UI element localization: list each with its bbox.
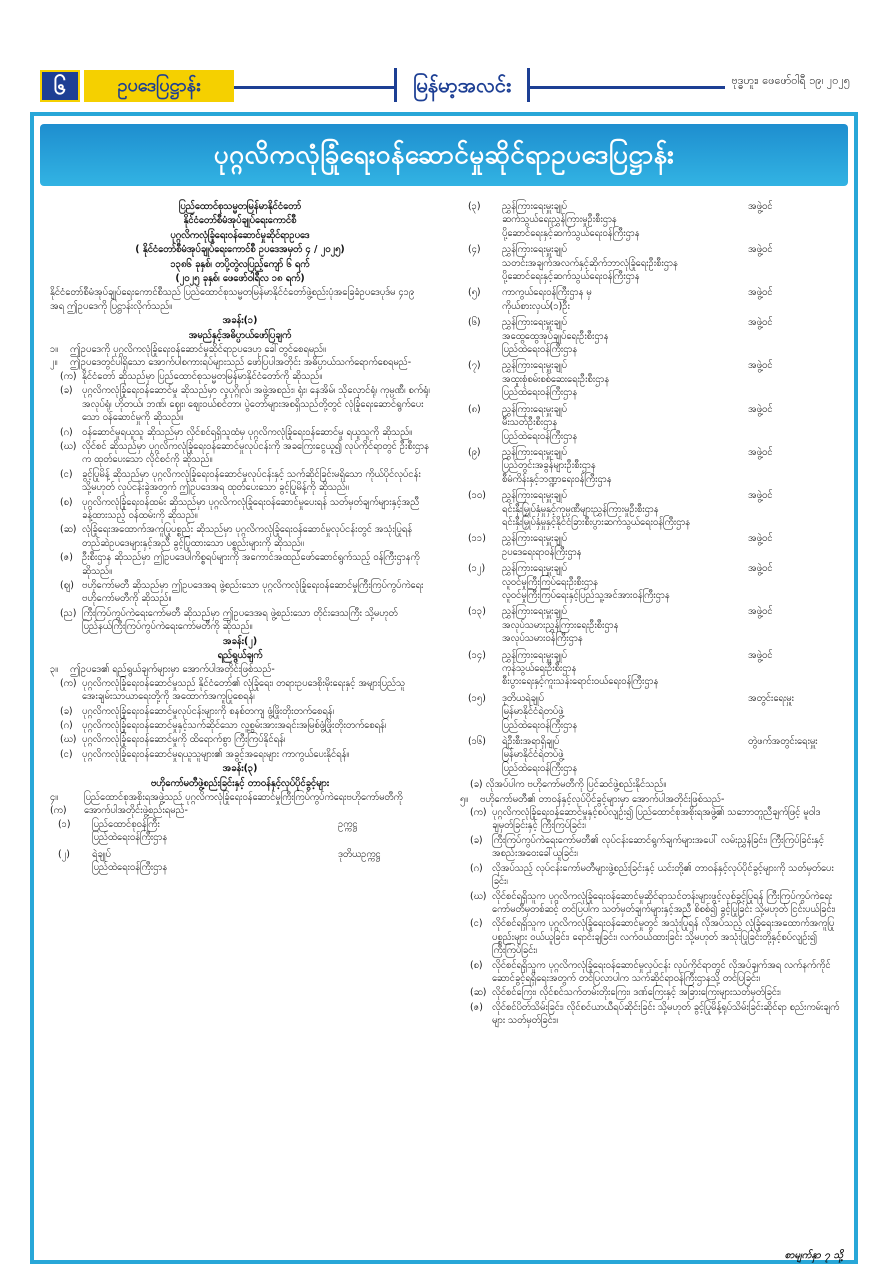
list-item: (ဃ) ပုဂ္ဂလိကလုံခြုံရေးဝန်ဆောင်မှုကို ထိရောက်စွာ ကြီးကြပ်နိုင်ရန်၊ [60,734,286,746]
continued-note: စာမျက်နှာ ၇ သို့ [784,1250,843,1261]
article-title: ပုဂ္ဂလိကလုံခြုံရေးဝန်ဆောင်မှုဆိုင်ရာဥပဒေပြဋ္ဌာန်း [213,140,675,170]
list-item: (ဆ) လုံခြုံရေးအထောက်အကူပြုပစ္စည်း ဆိုသည်မှာ ပုဂ္ဂလိကလုံခြုံရေးဝန်ဆောင်မှုလုပ်ငန်းတွင် အသုံးပြုရန် တည်ဆဲဥပဒေများနှင့်အညီ ခွင့်ပြုထားသော ပစ္စည်းများကို ဆိုသည်။ [60,524,412,549]
list-item: (ဃ) လိုင်စင် ဆိုသည်မှာ ပုဂ္ဂလိကလုံခြုံရေးဝန်ဆောင်မှုလုပ်ငန်းကို အခကြေးငွေယူ၍ လုပ်ကိုင်ရာတွင် ဦးစီးဌာနက ထုတ်ပေးသော လိုင်စင်ကို ဆိုသည်။ [60,440,429,466]
list-item: (က) ပုဂ္ဂလိကလုံခြုံရေးဝန်ဆောင်မှုနှင့်စပ်လျဉ်း၍ ပြည်ထောင်စုအစိုးရအဖွဲ့၏ သဘောတူညီချက်ဖြင့် မူဝါဒချမှတ်ခြင်းနှင့် ကြီးကြပ်ခြင်း၊ [470,807,821,832]
list-item: (ဂ) ဝန်ဆောင်မှုရယူသူ ဆိုသည်မှာ လိုင်စင်ရရှိသူထံမှ ပုဂ္ဂလိကလုံခြုံရေးဝန်ဆောင်မှု ရယူသူကို ဆိုသည်။ [60,426,413,438]
list-item: (ဇ) ဦးစီးဌာန ဆိုသည်မှာ ဤဥပဒေပါကိစ္စရပ်များကို အကောင်အထည်ဖော်ဆောင်ရွက်သည့် ဝန်ကြီးဌာနကို ဆိုသည်။ [60,552,420,577]
list-item: (ခ) ပုဂ္ဂလိကလုံခြုံရေးဝန်ဆောင်မှုလုပ်ငန်းများကို စနစ်တကျ ဖွံ့ဖြိုးတိုးတက်စေရန်၊ [60,705,334,717]
list-item: (င) ခွင့်ပြုမိန့် ဆိုသည်မှာ ပုဂ္ဂလိကလုံခြုံရေးဝန်ဆောင်မှုလုပ်ငန်းနှင့် သက်ဆိုင်ခြင်းမရှိသော ကိုယ်ပိုင်လုပ်ငန်း သို့မဟုတ် လုပ်ငန်းခွဲအတွက် ဤဥပဒေအရ ထုတ်ပေးသော ခွင့်ပြုမိန့်ကို ဆိုသည်။ [60,468,421,494]
right-column [460,200,840,1029]
list-item: (ည) ကြီးကြပ်ကွပ်ကဲရေးကော်မတီ ဆိုသည်မှာ ဤဥပဒေအရ ဖွဲ့စည်းသော တိုင်းဒေသကြီး သို့မဟုတ် ပြည်နယ်ကြီးကြပ်ကွပ်ကဲရေးကော်မတီကို ဆိုသည်။ [60,607,398,633]
committee-member: (၄) ညွှန်ကြားရေးမှူးချုပ် သတင်းအချက်အလက်နှင့်ဆိုက်ဘာလုံခြုံရေးဦးစီးဌာန ပို့ဆောင်ရေးနှင့်ဆက်သွယ်ရေးဝန်ကြီးဌာန အဖွဲ့ဝင် [468,244,773,283]
chapter-label: အခန်း(၁) [222,315,258,327]
law-header-line: ပုဂ္ဂလိကလုံခြုံရေးဝန်ဆောင်မှုဆိုင်ရာဥပဒေ [170,229,310,241]
list-item: (ဂ) ပုဂ္ဂလိကလုံခြုံရေးဝန်ဆောင်မှုနှင့်သက်ဆိုင်သော လူ့စွမ်းအားအရင်းအမြစ်ဖွံ့ဖြိုးတိုးတက်စေရန်၊ [60,720,387,732]
section-5: ၅။ ဗဟိုကော်မတီ၏ တာဝန်နှင့်လုပ်ပိုင်ခွင့်များမှာ အောက်ပါအတိုင်းဖြစ်သည်- [460,793,725,805]
preamble: နိုင်ငံတော်စီမံအုပ်ချုပ်ရေးကောင်စီသည် ပြည်ထောင်စုသမ္မတမြန်မာနိုင်ငံတော်ဖွဲ့စည်းပုံအခြေခံဥပဒေပုဒ်မ ၄၁၉ အရ ဤဥပဒေကို ပြဋ္ဌာန်းလိုက်သည်။ [50,287,415,312]
committee-member: (၁၆) ရဲဦးစီးအရာရှိချုပ် မြန်မာနိုင်ငံရဲတပ်ဖွဲ့ ပြည်ထဲရေးဝန်ကြီးဌာန တွဲဖက်အတွင်းရေးမှူး [468,736,818,774]
duties-list [460,806,840,1028]
definitions-list [50,370,430,634]
issue-date: ဗုဒ္ဓဟူး၊ ဖေဖော်ဝါရီ ၁၉၊ ၂၀၂၅ [725,74,850,90]
list-item: (စ) ပုဂ္ဂလိကလုံခြုံရေးဝန်ထမ်း ဆိုသည်မှာ ပုဂ္ဂလိကလုံခြုံရေးဝန်ဆောင်မှုပေးရန် သတ်မှတ်ချက်များနှင့်အညီ ခန့်ထားသည့် ဝန်ထမ်းကို ဆိုသည်။ [60,496,420,521]
section-1: ၁။ ဤဥပဒေကို ပုဂ္ဂလိကလုံခြုံရေးဝန်ဆောင်မှုဆိုင်ရာဥပဒေဟု ခေါ်တွင်စေရမည်။ [50,344,326,356]
list-item: (ဆ) လိုင်စင်ကြေး၊ လိုင်စင်သက်တမ်းတိုးကြေး၊ ဒဏ်ကြေးနှင့် အခြားကြေးများသတ်မှတ်ခြင်း၊ [470,987,781,999]
section-4b: (ခ) လိုအပ်ပါက ဗဟိုကော်မတီကို ပြင်ဆင်ဖွဲ့စည်းနိုင်သည်။ [470,779,667,791]
law-header-line: ပြည်ထောင်စုသမ္မတမြန်မာနိုင်ငံတော် [178,201,302,212]
committee-member: (၃) ညွှန်ကြားရေးမှူးချုပ် ဆက်သွယ်ရေးညွှန်ကြားမှုဦးစီးဌာန ပို့ဆောင်ရေးနှင့်ဆက်သွယ်ရေးဝန်ကြီးဌာန အဖွဲ့ဝင် [468,201,773,239]
list-item: (ခ) ကြီးကြပ်ကွပ်ကဲရေးကော်မတီ၏ လုပ်ငန်းဆောင်ရွက်ချက်များအပေါ် လမ်းညွှန်ခြင်း၊ ကြီးကြပ်ခြင်းနှင့် အစည်းအဝေးခေါ်ယူခြင်း၊ [470,834,824,860]
list-item: (ခ) ပုဂ္ဂလိကလုံခြုံရေးဝန်ဆောင်မှု ဆိုသည်မှာ လူပုဂ္ဂိုလ်၊ အဖွဲ့အစည်း၊ ရုံး၊ နေအိမ်၊ သိုလှောင်ရုံ၊ ကုမ္ပဏီ၊ စက်ရုံ၊ အလုပ်ရုံ၊ ဟိုတယ်၊ ဘဏ်၊ ဈေး၊ စျေးဝယ်စင်တာ၊ ပွဲတော်များအစရှိသည်တို့တွင် လုံခြုံရေးဆောင်ရွက်ပေးသော ဝန်ဆောင်မှုကို ဆိုသည်။ [60,385,430,424]
list-item: (ဈ) ဗဟိုကော်မတီ ဆိုသည်မှာ ဤဥပဒေအရ ဖွဲ့စည်းသော ပုဂ္ဂလိကလုံခြုံရေးဝန်ဆောင်မှုကြီးကြပ်ကွပ်ကဲရေးဗဟိုကော်မတီကို ဆိုသည်။ [60,579,424,605]
page-number: ၆ [40,70,80,102]
committee-member: (၅) ကာကွယ်ရေးဝန်ကြီးဌာန မှ ကိုယ်စားလှယ်(၁)ဦး အဖွဲ့ဝင် [468,287,773,312]
committee-member: (၉) ညွှန်ကြားရေးမှူးချုပ် ပြည်တွင်းအခွန်များဦးစီးဌာန စီမံကိန်းနှင့်ဘဏ္ဍာရေးဝန်ကြီးဌာန အဖွဲ့ဝင် [468,446,773,485]
committee-member: (၇) ညွှန်ကြားရေးမှူးချုပ် အထူးစုံစမ်းစစ်ဆေးရေးဦးစီးဌာန ပြည်ထဲရေးဝန်ကြီးဌာန အဖွဲ့ဝင် [468,360,773,399]
committee-member: (၁၂) ညွှန်ကြားရေးမှူးချုပ် လူဝင်မှုကြီးကြပ်ရေးဦးစီးဌာန လူဝင်မှုကြီးကြပ်ရေးနှင့်ပြည်သူ့အင်အားဝန်ကြီးဌာန အဖွဲ့ဝင် [468,563,773,601]
section-label: ဥပဒေပြဋ္ဌာန်း [84,70,234,102]
newspaper-name: မြန်မာ့အလင်း [394,68,530,102]
chapter-title: အမည်နှင့်အဓိပ္ပာယ်ဖော်ပြချက် [188,329,292,341]
committee-member: (၆) ညွှန်ကြားရေးမှူးချုပ် အထွေထွေအုပ်ချုပ်ရေးဦးစီးဌာန ပြည်ထဲရေးဝန်ကြီးဌာန အဖွဲ့ဝင် [468,317,773,356]
chapter-label: အခန်း(၂) [222,635,258,647]
list-item: (က) နိုင်ငံတော် ဆိုသည်မှာ ပြည်ထောင်စုသမ္မတမြန်မာနိုင်ငံတော်ကို ဆိုသည်။ [60,370,323,382]
committee-member: (၁၃) ညွှန်ကြားရေးမှူးချုပ် အလုပ်သမားညွှန်ကြားရေးဦးစီးဌာန အလုပ်သမားဝန်ကြီးဌာန အဖွဲ့ဝင် [468,606,773,645]
law-date-myanmar: ၁၃၈၆ ခုနှစ်၊ တပို့တွဲလပြည့်ကျော် ၆ ရက် [170,258,310,270]
committee-member: (၂) ရဲချုပ် ပြည်ထဲရေးဝန်ကြီးဌာန ဒုတိယဥက္ကဋ္ဌ [58,848,381,874]
law-date-gregorian: (၂၀၂၅ ခုနှစ်၊ ဖေဖော်ဝါရီလ ၁၈ ရက်) [175,273,305,285]
title-banner [40,124,848,186]
list-item: (စ) လိုင်စင်ရရှိသူက ပုဂ္ဂလိကလုံခြုံရေးဝန်ဆောင်မှုလုပ်ငန်း လုပ်ကိုင်ရာတွင် လိုအပ်ချက်အရ လက်နက်ကိုင်ဆောင်ခွင့်ရရှိရေးအတွက် တင်ပြလာပါက သက်ဆိုင်ရာဝန်ကြီးဌာနသို့ တင်ပြခြင်း၊ [470,959,831,984]
list-item: (ဇ) လိုင်စင်ပိတ်သိမ်းခြင်း၊ လိုင်စင်ယာယီရပ်ဆိုင်းခြင်း သို့မဟုတ် ခွင့်ပြုမိန့်ရုပ်သိမ်းခြင်းဆိုင်ရာ စည်းကမ်းချက်များ သတ်မှတ်ခြင်း။ [470,1001,840,1027]
objectives-list [50,677,430,761]
committee-member: (၁၀) ညွှန်ကြားရေးမှူးချုပ် ရင်းနှီးမြှုပ်နှံမှုနှင့်ကုမ္ပဏီများညွှန်ကြားမှုဦးစီးဌာန ရင်းနှီးမြှုပ်နှံမှုနှင့်နိုင်ငံခြားစီးပွားဆက်သွယ်ရေးဝန်ကြီးဌာန အဖွဲ့ဝင် [468,490,773,528]
committee-member: (၁၁) ညွှန်ကြားရေးမှူးချုပ် ဥပဒေရေးရာဝန်ကြီးဌာန အဖွဲ့ဝင် [468,533,773,558]
committee-member: (၁၄) ညွှန်ကြားရေးမှူးချုပ် ကုန်သွယ်ရေးဦးစီးဌာန စီးပွားရေးနှင့်ကူးသန်းရောင်းဝယ်ရေးဝန်ကြီးဌာန အဖွဲ့ဝင် [468,649,773,688]
page-header [40,66,850,104]
list-item: (င) ပုဂ္ဂလိကလုံခြုံရေးဝန်ဆောင်မှုရယူသူများ၏ အခွင့်အရေးများ ကာကွယ်ပေးနိုင်ရန်။ [60,748,350,760]
committee-member: (၁) ပြည်ထောင်စုဝန်ကြီး ပြည်ထဲရေးဝန်ကြီးဌာန ဥက္ကဋ္ဌ [58,818,358,844]
committee-member: (၁၅) ဒုတိယရဲချုပ် မြန်မာနိုင်ငံရဲတပ်ဖွဲ့ ပြည်ထဲရေးဝန်ကြီးဌာန အတွင်းရေးမှူး [468,692,794,731]
section-2: ၂။ ဤဥပဒေတွင်ပါရှိသော အောက်ပါစကားရပ်များသည် ဖော်ပြပါအတိုင်း အဓိပ္ပာယ်သက်ရောက်စေရမည်- [50,357,412,369]
committee-member: (၈) ညွှန်ကြားရေးမှူးချုပ် မီးသတ်ဦးစီးဌာန ပြည်ထဲရေးဝန်ကြီးဌာန အဖွဲ့ဝင် [468,403,773,442]
header-rule-left [234,86,394,89]
law-number: ( နိုင်ငံတော်စီမံအုပ်ချုပ်ရေးကောင်စီ ဥပဒေအမှတ် ၄ / ၂၀၂၅) [135,244,345,256]
list-item: (ဃ) လိုင်စင်ရရှိသူက ပုဂ္ဂလိကလုံခြုံရေးဝန်ဆောင်မှုဆိုင်ရာသင်တန်းများဖွင့်လှစ်ခွင့်ပြုရန် ကြီးကြပ်ကွပ်ကဲရေးကော်မတီမှတစ်ဆင့် တင်ပြပါက သတ်မှတ်ချက်များနှင့်အညီ စိစစ်၍ ခွင့်ပြုခြင်း သို့မဟုတ် ငြင်းပယ်ခြင်း၊ [470,890,836,915]
list-item: (ဂ) လိုအပ်သည့် လုပ်ငန်းကော်မတီများဖွဲ့စည်းခြင်းနှင့် ယင်းတို့၏ တာဝန်နှင့်လုပ်ပိုင်ခွင့်များကို သတ်မှတ်ပေးခြင်း၊ [470,862,834,888]
list-item: (င) လိုင်စင်ရရှိသူက ပုဂ္ဂလိကလုံခြုံရေးဝန်ဆောင်မှုတွင် အသုံးပြုရန် လိုအပ်သည့် လုံခြုံရေးအထောက်အကူပြုပစ္စည်းများ ဝယ်ယူခြင်း၊ ရောင်းချခြင်း၊ လက်ဝယ်ထားခြင်း သို့မဟုတ် အသုံးပြုခြင်းတို့နှင့်စပ်လျဉ်း၍ ကြီးကြပ်ခြင်း၊ [470,918,835,957]
chapter-title: ဗဟိုကော်မတီဖွဲ့စည်းခြင်းနှင့် တာဝန်နှင့်လုပ်ပိုင်ခွင့်များ [150,777,330,789]
left-column [50,200,430,878]
law-header-line: နိုင်ငံတော်စီမံအုပ်ချုပ်ရေးကောင်စီ [183,215,297,227]
section-4: ၄။ (က) ပြည်ထောင်စုအစိုးရအဖွဲ့သည် ပုဂ္ဂလိကလုံခြုံရေးဝန်ဆောင်မှုကြီးကြပ်ကွပ်ကဲရေးဗဟိုကော်မတီကို အောက်ပါအတိုင်းဖွဲ့စည်းရမည်- [50,792,403,817]
list-item: (က) ပုဂ္ဂလိကလုံခြုံရေးဝန်ဆောင်မှုသည် နိုင်ငံတော်၏ လုံခြုံရေး၊ တရားဥပဒေစိုးမိုးရေးနှင့် အများပြည်သူအေးချမ်းသာယာရေးတို့ကို အထောက်အကူပြုစေရန်၊ [60,677,406,703]
chapter-label: အခန်း(၃) [222,763,258,775]
section-3: ၃။ ဤဥပဒေ၏ ရည်ရွယ်ချက်များမှာ အောက်ပါအတိုင်းဖြစ်သည်- [50,664,275,676]
chapter-title: ရည်ရွယ်ချက် [217,650,263,661]
